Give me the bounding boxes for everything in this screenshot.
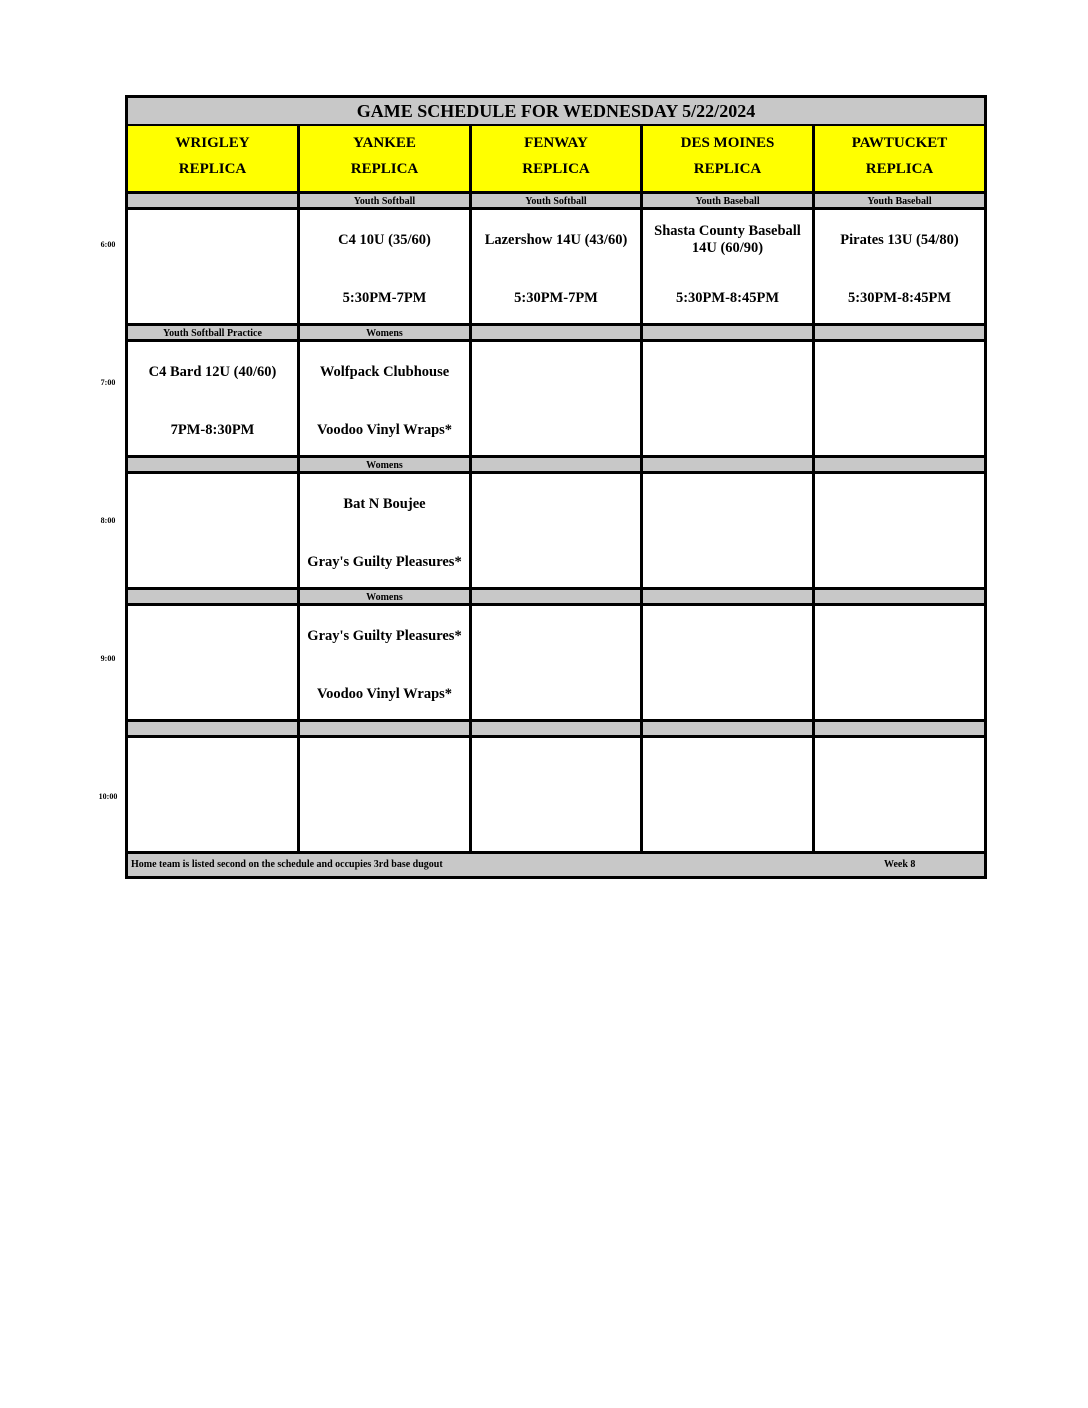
field-header	[128, 126, 300, 191]
field-sub: REPLICA	[693, 161, 762, 177]
game-detail	[647, 816, 808, 836]
category-label	[643, 458, 815, 471]
category-label	[815, 458, 984, 471]
game-detail	[647, 552, 808, 572]
field-header	[472, 126, 643, 191]
game-matchup	[647, 618, 808, 654]
game-detail: Voodoo Vinyl Wraps*	[316, 686, 453, 702]
game-detail: Gray's Guilty Pleasures*	[307, 554, 462, 570]
category-label: Womens	[300, 590, 472, 603]
field-name: PAWTUCKET	[851, 135, 948, 151]
slot-row	[128, 342, 984, 458]
game-detail	[647, 420, 808, 440]
game-cell	[472, 606, 643, 719]
category-row	[128, 590, 984, 606]
category-label	[643, 326, 815, 339]
field-name: FENWAY	[524, 135, 588, 151]
category-label	[472, 590, 643, 603]
game-cell	[472, 210, 643, 323]
game-detail	[819, 816, 980, 836]
schedule-table	[125, 95, 987, 879]
game-detail	[132, 288, 293, 308]
game-cell	[128, 342, 300, 455]
field-header	[643, 126, 815, 191]
game-matchup	[132, 486, 293, 522]
category-label	[815, 590, 984, 603]
game-detail	[132, 684, 293, 704]
field-name: DES MOINES	[680, 135, 775, 151]
field-sub: REPLICA	[522, 161, 590, 177]
category-label	[472, 326, 643, 339]
game-cell	[643, 606, 815, 719]
game-detail	[819, 420, 980, 440]
slot-row	[128, 210, 984, 326]
field-sub: REPLICA	[350, 161, 419, 177]
category-label	[300, 722, 472, 735]
game-detail: 7PM-8:30PM	[170, 422, 255, 438]
category-row	[128, 326, 984, 342]
time-label: 6:00	[100, 240, 116, 249]
game-matchup: Shasta County Baseball 14U (60/90)	[654, 223, 801, 256]
game-cell	[643, 474, 815, 587]
game-matchup	[304, 750, 465, 786]
category-label: Womens	[300, 326, 472, 339]
game-detail: 5:30PM-7PM	[514, 290, 598, 306]
time-label: 9:00	[100, 654, 116, 663]
game-detail	[476, 420, 636, 440]
field-header	[300, 126, 472, 191]
game-detail: 5:30PM-8:45PM	[675, 290, 780, 306]
slot-row	[128, 474, 984, 590]
game-matchup	[647, 354, 808, 390]
slot-row	[128, 606, 984, 722]
game-detail: Voodoo Vinyl Wraps*	[316, 422, 453, 438]
game-detail: 5:30PM-8:45PM	[847, 290, 952, 306]
game-cell	[300, 474, 472, 587]
game-cell	[815, 342, 984, 455]
game-detail	[819, 684, 980, 704]
game-detail	[132, 552, 293, 572]
game-matchup	[647, 486, 808, 522]
game-matchup	[476, 618, 636, 654]
game-matchup: Bat N Boujee	[343, 495, 426, 512]
category-label: Youth Baseball	[643, 194, 815, 207]
category-label: Youth Baseball	[867, 196, 932, 207]
game-matchup	[132, 618, 293, 654]
game-cell	[815, 738, 984, 851]
week-label: Week 8	[884, 859, 916, 870]
game-cell	[128, 210, 300, 323]
game-matchup	[132, 750, 293, 786]
game-cell	[643, 342, 815, 455]
game-matchup: Wolfpack Clubhouse	[319, 363, 450, 380]
time-slots	[128, 194, 984, 854]
game-matchup: Gray's Guilty Pleasures*	[307, 627, 462, 644]
game-detail	[476, 684, 636, 704]
category-label: Youth Softball	[472, 194, 643, 207]
category-row	[128, 458, 984, 474]
schedule-footer	[128, 854, 984, 876]
game-cell	[643, 210, 815, 323]
field-name: WRIGLEY	[175, 135, 250, 151]
field-name: YANKEE	[353, 135, 416, 151]
game-detail	[819, 552, 980, 572]
game-matchup: C4 10U (35/60)	[338, 231, 431, 248]
time-label: 10:00	[98, 792, 118, 801]
category-label	[128, 590, 300, 603]
game-cell	[128, 738, 300, 851]
game-detail	[476, 552, 636, 572]
game-cell	[300, 210, 472, 323]
category-label	[643, 722, 815, 735]
game-matchup	[476, 486, 636, 522]
game-matchup	[476, 354, 636, 390]
game-detail	[647, 684, 808, 704]
schedule-title: GAME SCHEDULE FOR WEDNESDAY 5/22/2024	[128, 98, 984, 126]
game-matchup	[819, 750, 980, 786]
game-matchup	[132, 222, 293, 258]
game-cell	[815, 474, 984, 587]
game-detail	[304, 816, 465, 836]
game-matchup	[819, 618, 980, 654]
category-label	[815, 722, 984, 735]
time-label: 7:00	[100, 378, 116, 387]
slot-row	[128, 738, 984, 854]
field-sub: REPLICA	[178, 161, 247, 177]
game-cell	[300, 606, 472, 719]
field-header	[815, 126, 984, 191]
category-label	[472, 722, 643, 735]
category-label	[128, 458, 300, 471]
game-matchup	[819, 354, 980, 390]
field-sub: REPLICA	[865, 161, 934, 177]
game-detail	[476, 816, 636, 836]
game-matchup	[819, 486, 980, 522]
game-cell	[128, 474, 300, 587]
category-label	[128, 194, 300, 207]
game-matchup	[476, 750, 636, 786]
game-cell	[300, 342, 472, 455]
category-label	[472, 458, 643, 471]
category-label: Womens	[300, 458, 472, 471]
category-label: Youth Softball Practice	[128, 326, 300, 339]
game-cell	[300, 738, 472, 851]
field-header-row	[128, 126, 984, 194]
category-label	[128, 722, 300, 735]
game-cell	[472, 738, 643, 851]
game-cell	[472, 342, 643, 455]
game-cell	[128, 606, 300, 719]
game-detail	[132, 816, 293, 836]
game-detail: 5:30PM-7PM	[342, 290, 427, 306]
game-cell	[815, 210, 984, 323]
game-cell	[815, 606, 984, 719]
category-label	[643, 590, 815, 603]
game-matchup: Lazershow 14U (43/60)	[484, 231, 628, 248]
game-matchup: C4 Bard 12U (40/60)	[148, 363, 277, 380]
category-row	[128, 722, 984, 738]
category-label	[815, 326, 984, 339]
game-matchup: Pirates 13U (54/80)	[840, 231, 959, 248]
game-matchup	[647, 750, 808, 786]
time-label: 8:00	[100, 516, 116, 525]
category-row	[128, 194, 984, 210]
footer-note: Home team is listed second on the schedule and occupies 3rd base dugout	[131, 859, 443, 870]
game-cell	[643, 738, 815, 851]
category-label: Youth Softball	[300, 194, 472, 207]
game-cell	[472, 474, 643, 587]
